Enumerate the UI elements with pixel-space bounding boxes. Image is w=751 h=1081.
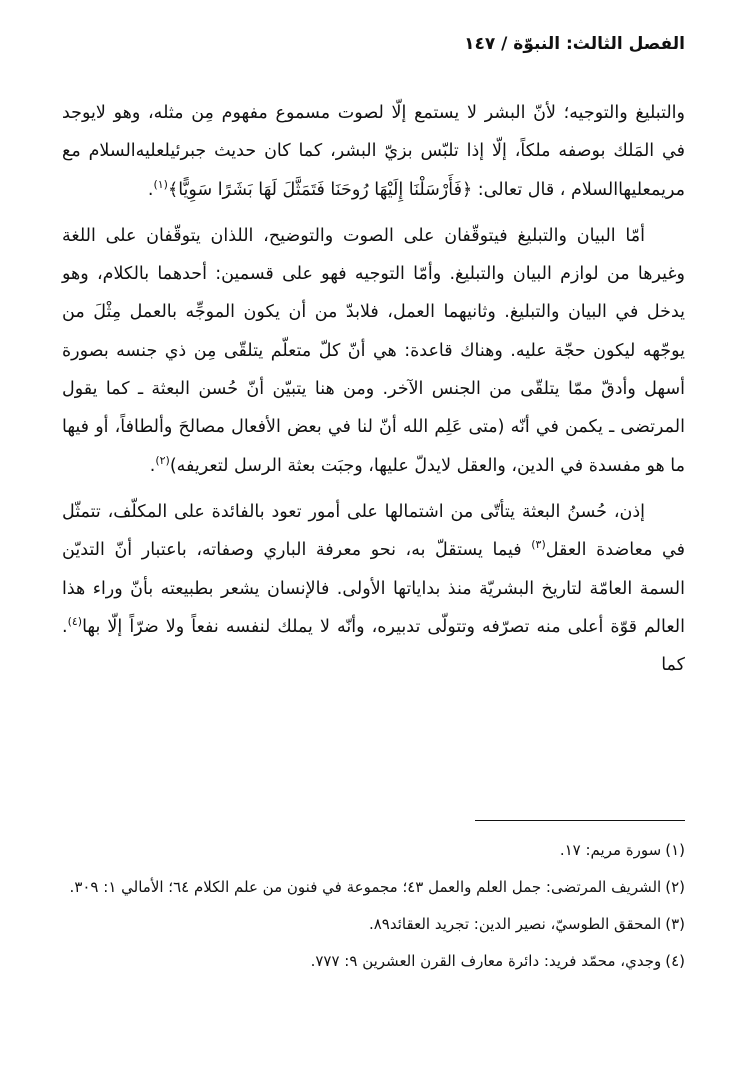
- footnote-text: الشريف المرتضى: جمل العلم والعمل ٤٣؛ مجموعة في فنون من علم الكلام ٦٤؛ الأمالي ١: ٣٠٩.: [69, 878, 662, 896]
- footnote-text: وجدي، محمّد فريد: دائرة معارف القرن العشرين ٩: ٧٧٧.: [310, 952, 662, 970]
- paragraph-3-text-c: . كما: [62, 616, 685, 676]
- footnote-1: [62, 836, 685, 865]
- footnote-number: (٤): [665, 952, 685, 970]
- footnote-ref-1[interactable]: (١): [153, 177, 168, 191]
- paragraph-3: [62, 493, 685, 684]
- main-text: [62, 94, 685, 692]
- footnote-ref-3[interactable]: (٣): [531, 538, 546, 552]
- footnote-ref-4[interactable]: (٤): [67, 615, 83, 629]
- running-header: الفصل الثالث: النبوّة / ١٤٧: [464, 34, 685, 54]
- footnote-text: المحقق الطوسيّ، نصير الدين: تجريد العقائد٨٩.: [368, 915, 662, 933]
- paragraph-3-text-a: إذن، حُسنُ البعثة يتأتّى من اشتمالها على أمور تعود بالفائدة على المكلّف، تتمثّل في معاضدة العقل: [62, 501, 685, 561]
- paragraph-3-text-b: فيما يستقلّ به، نحو معرفة الباري وصفاته، باعتبار أنّ التديّن السمة العامّة لتاريخ البشريّة منذ بداياتها الأولى. فالإنسان يشعر بطبيعته بأنّ وراء هذا العالم قوّة أعلى منه تصرّفه وتتولّى تدبيره، وأنّه لا يملك لنفسه نفعاً ولا ضرّاً إلّا بها: [62, 540, 685, 637]
- footnote-number: (١): [665, 841, 685, 859]
- footnote-ref-2[interactable]: (٢): [155, 453, 170, 467]
- paragraph-2-text: أمّا البيان والتبليغ فيتوقّفان على الصوت والتوضيح، اللذان يتوقّفان على اللغة وغيرها من لوازم البيان والتبليغ. وأمّا التوجيه فهو على قسمين: أحدهما بالكلام، وهو يدخل في البيان والتبليغ. وثانيهما العمل، فلابدّ من أن يكون الموجِّه بالعمل مِثْلَ من يوجّهه ليكون حجّة عليه. وهناك قاعدة: هي أنّ كلّ متعلّم يتلقّى مِن ذي جنسه بصورة أسهل وأدقّ ممّا يتلقّى من الجنس الآخر. ومن هنا يتبيّن أنّ حُسن البعثة ـ كما يقول المرتضى ـ يكمن في أنّه (متى عَلِم الله أنّ لنا في بعض الأفعال مصالحَ وألطافاً، أو فيها ما هو مفسدة في الدين، والعقل لايدلّ عليها، وجبَت بعثة الرسل لتعريفه): [62, 225, 685, 476]
- paragraph-1-text: والتبليغ والتوجيه؛ لأنّ البشر لا يستمع إلّا لصوت مسموع مفهوم مِن مثله، وهو لايوجد في المَلك بوصفه ملكاً، إلّا إذا تلبّس بزيّ البشر، كما كان حديث جبرئيلعليه‌السلام مع مريمعليها‌السلام ، قال تعالى: ﴿فَأَرْسَلْنَا إِلَيْهَا رُوحَنَا فَتَمَثَّلَ لَهَا بَشَرًا سَوِيًّا﴾: [62, 103, 685, 200]
- footnote-text: سورة مريم: ١٧.: [559, 841, 662, 859]
- footnote-3: [62, 910, 685, 939]
- footnotes: [62, 836, 685, 984]
- footnote-number: (٣): [665, 915, 685, 933]
- footnote-number: (٢): [665, 878, 685, 896]
- footnote-separator: [475, 820, 685, 821]
- footnote-4: [62, 947, 685, 976]
- paragraph-1: والتبليغ والتوجيه؛ لأنّ البشر لا يستمع إلّا لصوت مسموع مفهوم مِن مثله، وهو لايوجد في المَلك بوصفه ملكاً، إلّا إذا تلبّس بزيّ البشر، كما كان حديث جبرئيلعليه‌السلام مع مريمعليها‌السلام ، قال تعالى: ﴿فَأَرْسَلْنَا إِلَيْهَا رُوحَنَا فَتَمَثَّلَ لَهَا بَشَرًا سَوِيًّا﴾$^{(١)}$.: [62, 103, 685, 200]
- footnote-2: [62, 873, 685, 902]
- paragraph-2: أمّا البيان والتبليغ فيتوقّفان على الصوت والتوضيح، اللذان يتوقّفان على اللغة وغيرها من لوازم البيان والتبليغ. وأمّا التوجيه فهو على قسمين: أحدهما بالكلام، وهو يدخل في البيان والتبليغ. وثانيهما العمل، فلابدّ من أن يكون الموجِّه بالعمل مِثْلَ من يوجّهه ليكون حجّة عليه. وهناك قاعدة: هي أنّ كلّ متعلّم يتلقّى مِن ذي جنسه بصورة أسهل وأدقّ ممّا يتلقّى من الجنس الآخر. ومن هنا يتبيّن أنّ حُسن البعثة ـ كما يقول المرتضى ـ يكمن في أنّه (متى عَلِم الله أنّ لنا في بعض الأفعال مصالحَ وألطافاً، أو فيها ما هو مفسدة في الدين، والعقل لايدلّ عليها، وجبَت بعثة الرسل لتعريفه)$^{(٢)}$.: [62, 225, 685, 476]
